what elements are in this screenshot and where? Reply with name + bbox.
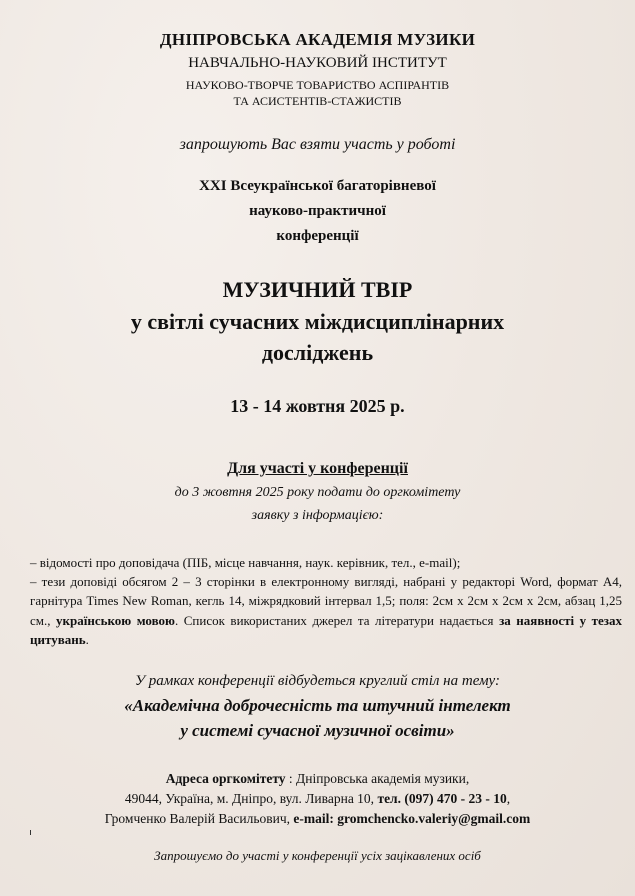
requirement-item-2-part1: – тези доповіді обсягом 2 – 3 сторінки в електронному вигляді, набрані у редакторі Word, формат А4, гарнітура Times New Roman, кегль 14, міжрядковий інтервал 1,5; поля: 2см х 2см х 2см х 2см, абзац 1,25 см., [30, 574, 622, 628]
conference-line1: XXI Всеукраїнської багаторівневої [199, 178, 436, 194]
stray-mark [30, 830, 31, 835]
address-text: : Дніпровська академія музики, [285, 771, 470, 786]
requirement-item-2 [30, 572, 622, 649]
phone-number: тел. (097) 470 - 23 - 10 [377, 791, 507, 806]
contact-person: Громченко Валерій Васильович, [104, 811, 294, 826]
address-comma: , [506, 791, 511, 806]
conference-dates: 13 - 14 жовтня 2025 р. [230, 396, 405, 416]
roundtable-topic-line1: «Академічна доброчесність та штучний інтелект [124, 696, 511, 715]
address-line3 [0, 811, 635, 827]
title-line1: МУЗИЧНИЙ ТВІР [222, 277, 413, 302]
conference-line3: конференції [276, 228, 359, 244]
requirement-item-2-part2: . Список використаних джерел та літератури надається [174, 612, 500, 628]
address-line1 [0, 771, 635, 787]
participation-heading [0, 460, 635, 478]
requirement-item-1: – відомості про доповідача (ПІБ, місце навчання, наук. керівник, тел., e-mail); [30, 555, 461, 570]
society-name-line2: ТА АСИСТЕНТІВ-СТАЖИСТІВ [233, 94, 402, 108]
title-line2: у світлі сучасних міждисциплінарних [130, 309, 505, 334]
requirement-citations: за наявності у тезах цитувань [30, 612, 623, 647]
title-line3: досліджень [261, 340, 374, 365]
address-street: 49044, Україна, м. Дніпро, вул. Ливарна 10, [124, 791, 378, 806]
conference-line2: науково-практичної [249, 203, 386, 219]
requirements-block [30, 553, 622, 649]
roundtable-intro: У рамках конференції відбудеться круглий стіл на тему: [134, 673, 501, 689]
invite-text: запрошують Вас взяти участь у роботі [179, 136, 456, 153]
requirement-item-2-part3: . [85, 631, 89, 647]
address-label: Адреса оргкомітету [165, 771, 286, 786]
requirement-language: українською мовою [56, 612, 175, 628]
participation-heading-text: Для участі у конференції [227, 460, 408, 477]
society-name-line1: НАУКОВО-ТВОРЧЕ ТОВАРИСТВО АСПІРАНТІВ [185, 78, 450, 92]
participation-line1: до 3 жовтня 2025 року подати до оргкомітету [174, 485, 461, 500]
institute-name: НАВЧАЛЬНО-НАУКОВИЙ ІНСТИТУТ [188, 55, 447, 71]
address-line2 [0, 791, 635, 807]
contact-email[interactable]: e-mail: gromchencko.valeriy@gmail.com [293, 811, 531, 826]
academy-name: ДНІПРОВСЬКА АКАДЕМІЯ МУЗИКИ [159, 30, 476, 49]
roundtable-topic-line2: у системі сучасної музичної освіти» [180, 721, 455, 740]
closing-text: Запрошуємо до участі у конференції усіх зацікавлених осіб [154, 848, 481, 863]
participation-line2: заявку з інформацією: [251, 508, 384, 523]
